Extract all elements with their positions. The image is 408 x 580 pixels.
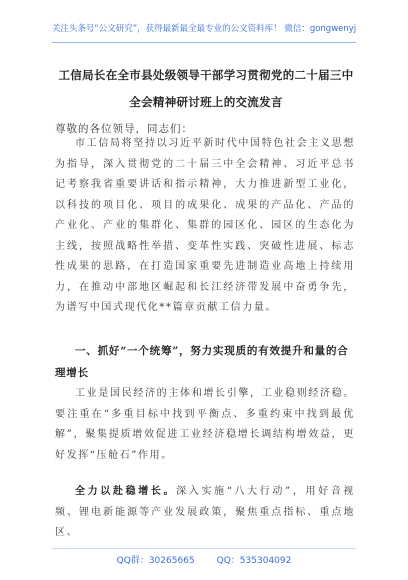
section-heading-1: 一、抓好“一个统筹”，努力实现质的有效提升和量的合理增长 [55, 345, 349, 379]
document-title-line2: 全会精神研讨班上的交流发言 [129, 95, 283, 109]
greeting: 尊敬的各位领导，同志们： [55, 123, 193, 135]
footer-qq-group: QQ群：30265665 [116, 556, 195, 566]
header-divider [52, 42, 356, 43]
header-promo-note: 关注头条号“公文研究”，获得最新最全最专业的公文资料库！ 微信：gongwenyj [51, 24, 357, 34]
footer-contacts [0, 553, 408, 566]
body-paragraph-1: 市工信局将坚持以习近平新时代中国特色社会主义思想为指导，深入贯彻党的二十届三中全会精神、习近平总书记考察我省重要讲话和指示精神，大力推进新型工业化，以科技的项目化、项目的成果化、成果的产品化、产品的产业化、产业的集群化、集群的园区化、园区的生态化为主线，按照战略性举措、变革性实践、突破性进展、标志性成果的思路，在打造国家重要先进制造业高地上持续用力，在推动中部地区崛起和长江经济带发展中奋勇争先，为谱写中国式现代化**篇章贡献工信力量。 [55, 138, 355, 313]
footer-divider [52, 548, 356, 549]
paragraph-lead-bold: 全力以赴稳增长。 [75, 486, 177, 497]
footer-qq: QQ：535304092 [216, 556, 292, 566]
paragraph-3-text: 深入实施“八大行动”，用好音视频、锂电新能源等产业发展政策，聚焦重点指标、重点地区、 [55, 486, 355, 538]
body-paragraph-3 [55, 482, 355, 544]
body-paragraph-2: 工业是国民经济的主体和增长引擎，工业稳则经济稳。要注重在“多重目标中找到平衡点、多重约束中找到最优解”，聚集提质增效促进工业经济稳增长调结构增效益，更好发挥“压舱石”作用。 [55, 388, 355, 461]
document-title-line1: 工信局长在全市县处级领导干部学习贯彻党的二十届三中 [58, 68, 354, 82]
